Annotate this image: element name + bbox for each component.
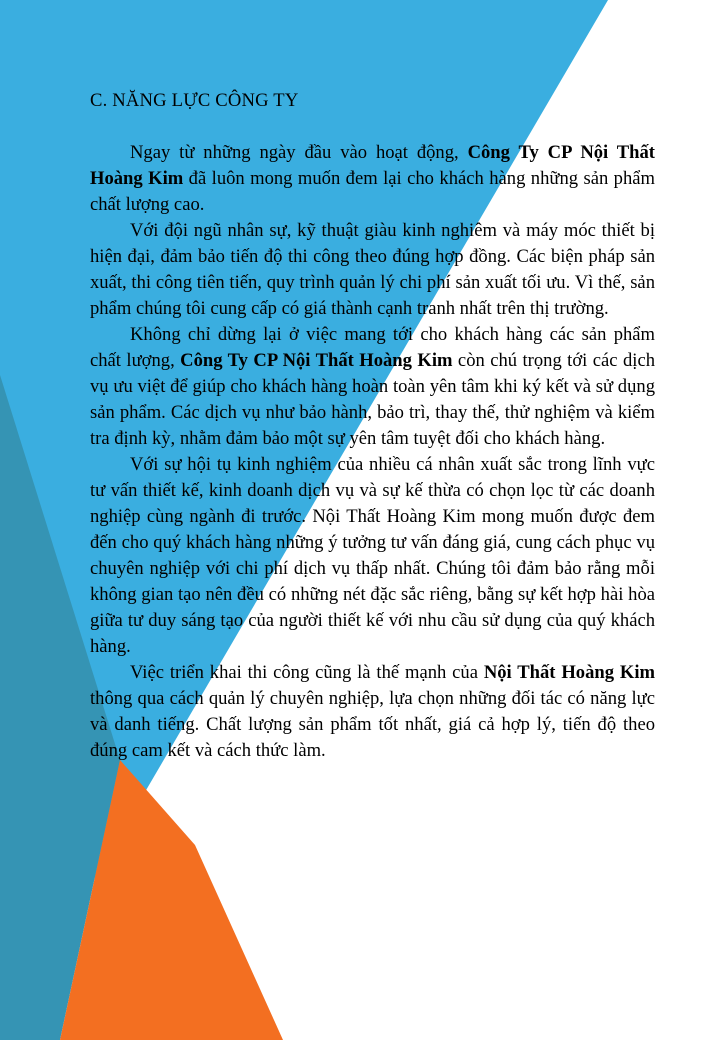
paragraph-intro xyxy=(90,140,655,218)
paragraph-intro-lead: Ngay từ những ngày đầu vào hoạt động, xyxy=(130,142,468,163)
paragraph-services xyxy=(90,322,655,452)
section-heading: C. NĂNG LỰC CÔNG TY xyxy=(90,90,299,111)
paragraph-experience: Với sự hội tụ kinh nghiệm của nhiều cá nhân xuất sắc trong lĩnh vực tư vấn thiết kế, kinh doanh dịch vụ và sự kế thừa có chọn lọc từ các doanh nghiệp cùng ngành đi trước. Nội Thất Hoàng Kim mong muốn được đem đến cho quý khách hàng những ý tưởng tư vấn đáng giá, cung cách phục vụ chuyên nghiệp với chi phí dịch vụ thấp nhất. Chúng tôi đảm bảo rằng mỗi không gian tạo nên đều có những nét đặc sắc riêng, bằng sự kết hợp hài hòa giữa tư duy sáng tạo của người thiết kế với nhu cầu sử dụng của quý khách hàng. xyxy=(90,454,655,657)
paragraph-staff: Với đội ngũ nhân sự, kỹ thuật giàu kinh nghiêm và máy móc thiết bị hiện đại, đảm bảo tiến độ thi công theo đúng hợp đồng. Các biện pháp sản xuất, thi công tiên tiến, quy trình quản lý chi phí sản xuất tối ưu. Vì thế, sản phẩm chúng tôi cung cấp có giá thành cạnh tranh nhất trên thị trường. xyxy=(90,220,655,319)
paragraph-construction-lead: Việc triển khai thi công cũng là thế mạnh của xyxy=(130,662,484,683)
document-body xyxy=(90,88,655,764)
paragraph-services-lead: Không chỉ dừng lại ở việc mang tới cho khách hàng các sản phẩm chất lượng, xyxy=(90,324,655,371)
paragraph-services-tail: còn chú trọng tới các dịch vụ ưu việt để giúp cho khách hàng hoàn toàn yên tâm khi ký kết và sử dụng sản phẩm. Các dịch vụ như bảo hành, bảo trì, thay thế, thử nghiệm và kiểm tra định kỳ, nhằm đảm bảo một sự yên tâm tuyệt đối cho khách hàng. xyxy=(90,350,655,449)
paragraph-construction-tail: thông qua cách quản lý chuyên nghiệp, lựa chọn những đối tác có năng lực và danh tiếng. Chất lượng sản phẩm tốt nhất, giá cả hợp lý, tiến độ theo đúng cam kết và cách thức làm. xyxy=(90,688,655,761)
short-name-bold: Nội Thất Hoàng Kim xyxy=(483,662,656,683)
company-name-bold: Công Ty CP Nội Thất Hoàng Kim xyxy=(90,142,655,189)
company-name-bold: Công Ty CP Nội Thất Hoàng Kim xyxy=(180,350,453,371)
paragraph-intro-tail: đã luôn mong muốn đem lại cho khách hàng những sản phẩm chất lượng cao. xyxy=(90,168,655,215)
paragraph-construction xyxy=(90,660,655,764)
